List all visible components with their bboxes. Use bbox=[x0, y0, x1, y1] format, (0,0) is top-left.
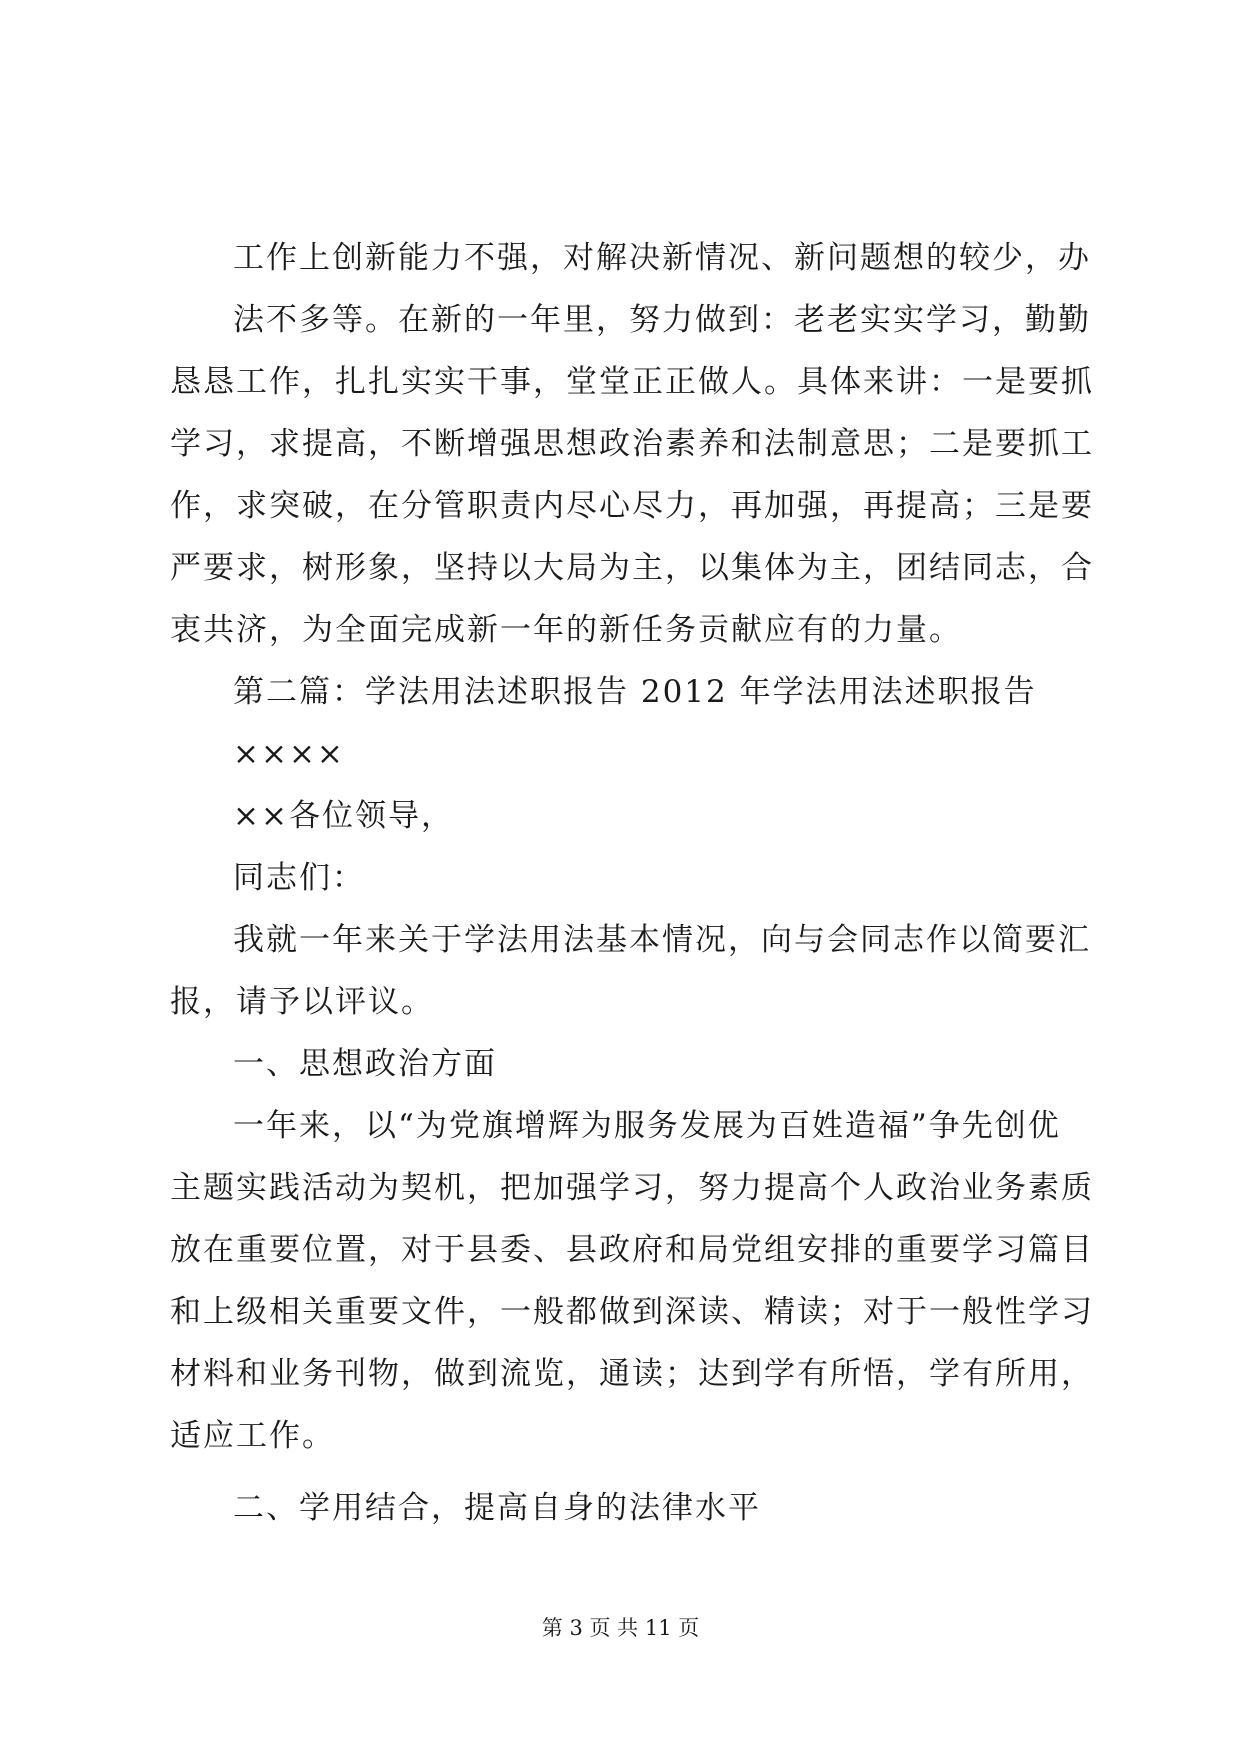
body-line-1: 工作上创新能力不强，对解决新情况、新问题想的较少，办 bbox=[233, 240, 1091, 276]
body-line-18: 和上级相关重要文件，一般都做到深读、精读；对于一般性学习 bbox=[170, 1294, 1094, 1330]
body-line-17: 放在重要位置，对于县委、县政府和局党组安排的重要学习篇目 bbox=[170, 1232, 1094, 1268]
salutation-leaders: ××各位领导， bbox=[233, 798, 454, 834]
salutation-comrades: 同志们： bbox=[233, 860, 365, 896]
body-line-6: 严要求，树形象，坚持以大局为主，以集体为主，团结同志，合 bbox=[170, 550, 1094, 586]
body-line-16: 主题实践活动为契机，把加强学习，努力提高个人政治业务素质 bbox=[170, 1170, 1094, 1206]
body-line-12: 我就一年来关于学法用法基本情况，向与会同志作以简要汇 bbox=[233, 922, 1091, 958]
body-line-20: 适应工作。 bbox=[170, 1418, 335, 1454]
body-line-2: 法不多等。在新的一年里，努力做到：老老实实学习，勤勤 bbox=[233, 302, 1091, 338]
subheading-legal-level: 二、学用结合，提高自身的法律水平 bbox=[233, 1490, 761, 1526]
placeholder-marks: ×××× bbox=[233, 736, 345, 772]
page-footer: 第 3 页 共 11 页 bbox=[541, 1616, 700, 1640]
body-line-15: 一年来，以“为党旗增辉为服务发展为百姓造福”争先创优 bbox=[233, 1108, 1061, 1144]
body-line-4: 学习，求提高，不断增强思想政治素养和法制意思；二是要抓工 bbox=[170, 426, 1094, 462]
subheading-political: 一、思想政治方面 bbox=[233, 1046, 497, 1082]
section-heading-second-report: 第二篇：学法用法述职报告 2012 年学法用法述职报告 bbox=[233, 674, 1037, 710]
body-line-19: 材料和业务刊物，做到流览，通读；达到学有所悟，学有所用， bbox=[170, 1356, 1094, 1392]
body-line-5: 作，求突破，在分管职责内尽心尽力，再加强，再提高；三是要 bbox=[170, 488, 1094, 524]
body-line-13: 报，请予以评议。 bbox=[170, 984, 434, 1020]
body-line-3: 恳恳工作，扎扎实实干事，堂堂正正做人。具体来讲：一是要抓 bbox=[170, 364, 1094, 400]
body-line-7: 衷共济，为全面完成新一年的新任务贡献应有的力量。 bbox=[170, 612, 962, 648]
